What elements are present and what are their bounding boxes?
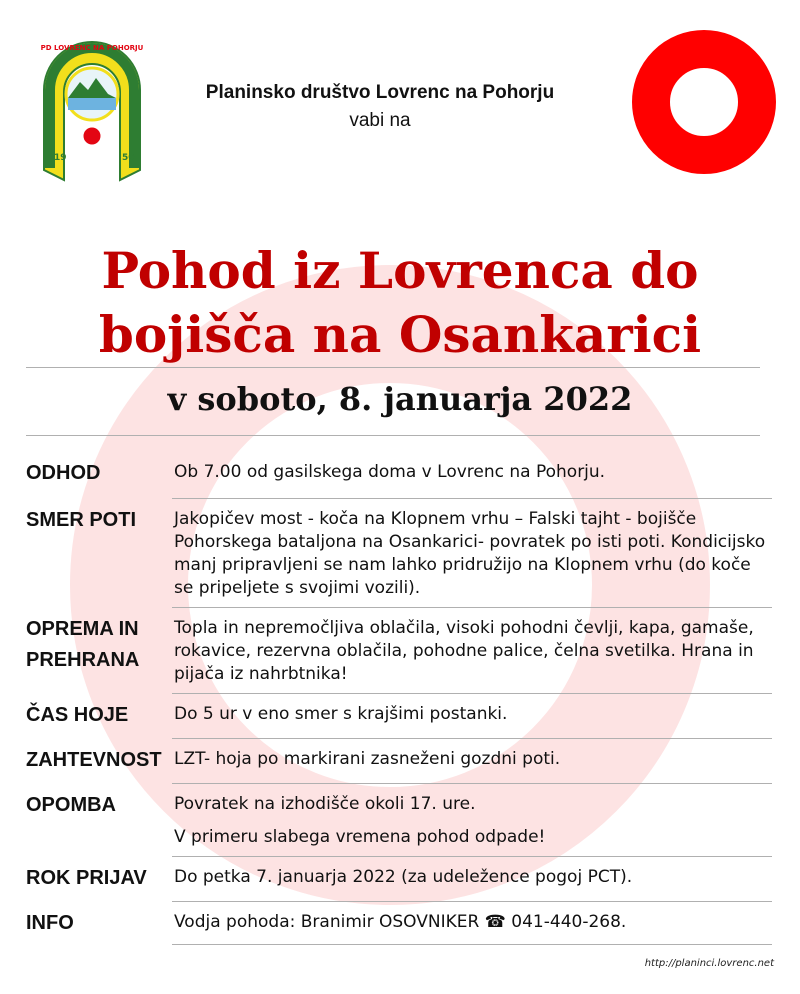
divider-top bbox=[26, 367, 760, 368]
detail-row bbox=[26, 784, 772, 857]
detail-label: INFO bbox=[26, 912, 74, 934]
detail-content bbox=[174, 505, 772, 600]
detail-content bbox=[174, 745, 772, 776]
row-divider bbox=[172, 944, 772, 945]
details-table bbox=[26, 458, 772, 945]
footer-url[interactable]: http://planinci.lovrenc.net bbox=[644, 958, 774, 969]
detail-row bbox=[26, 499, 772, 608]
detail-content bbox=[174, 790, 772, 849]
detail-row bbox=[26, 857, 772, 902]
detail-label: ZAHTEVNOST bbox=[26, 749, 162, 771]
detail-content bbox=[174, 863, 772, 894]
detail-label: OPREMA IN PREHRANA bbox=[26, 618, 140, 671]
detail-text: Do petka 7. januarja 2022 (za udeležence pogoj PCT). bbox=[174, 867, 633, 887]
invite-text: vabi na bbox=[349, 110, 411, 131]
divider-bottom bbox=[26, 435, 760, 436]
detail-text: LZT- hoja po markirani zasneženi gozdni poti. bbox=[174, 749, 561, 769]
detail-label: OPOMBA bbox=[26, 794, 116, 816]
event-date: v soboto, 8. januarja 2022 bbox=[167, 380, 633, 418]
detail-content bbox=[174, 614, 772, 686]
detail-row bbox=[26, 608, 772, 694]
detail-text: Do 5 ur v eno smer s krajšimi postanki. bbox=[174, 704, 508, 724]
organization-name: Planinsko društvo Lovrenc na Pohorju bbox=[205, 82, 555, 103]
target-icon bbox=[632, 30, 776, 174]
detail-label: ROK PRIJAV bbox=[26, 867, 147, 889]
detail-content bbox=[174, 700, 772, 731]
event-title-line-2: bojišča na Osankarici bbox=[98, 304, 702, 364]
event-title bbox=[0, 239, 800, 367]
detail-text: Povratek na izhodišče okoli 17. ure. bbox=[174, 794, 476, 814]
logo-year-left: 19 bbox=[54, 153, 67, 163]
logo-year-right: 50 bbox=[122, 153, 135, 163]
detail-label: ODHOD bbox=[26, 462, 101, 484]
detail-row bbox=[26, 458, 772, 499]
detail-text: Ob 7.00 od gasilskega doma v Lovrenc na Pohorju. bbox=[174, 462, 606, 482]
detail-row bbox=[26, 739, 772, 784]
detail-text: Vodja pohoda: Branimir OSOVNIKER ☎ 041-440-268. bbox=[174, 912, 627, 932]
detail-content bbox=[174, 458, 772, 489]
detail-text: Jakopičev most - koča na Klopnem vrhu – Falski tajht - bojišče Pohorskega bataljona na Osankarici- povratek po isti poti. Kondicijsko manj pripravljeni se nam lahko pridružijo na Klopnem vrhu (do koče se pripeljete s svojimi vozili). bbox=[174, 509, 766, 598]
detail-label: ČAS HOJE bbox=[26, 704, 129, 726]
detail-text: V primeru slabega vremena pohod odpade! bbox=[174, 827, 546, 847]
logo-ring-text: PD LOVRENC NA POHORJU bbox=[40, 44, 144, 52]
club-logo bbox=[36, 20, 148, 190]
detail-label: SMER POTI bbox=[26, 509, 137, 531]
detail-text: Topla in nepremočljiva oblačila, visoki pohodni čevlji, kapa, gamaše, rokavice, rezervna oblačila, pohodne palice, čelna svetilka. Hrana in pijača iz nahrbtnika! bbox=[174, 618, 754, 684]
detail-content bbox=[174, 908, 772, 939]
event-title-line-1: Pohod iz Lovrenca do bbox=[101, 240, 699, 300]
detail-row bbox=[26, 902, 772, 945]
detail-row bbox=[26, 694, 772, 739]
